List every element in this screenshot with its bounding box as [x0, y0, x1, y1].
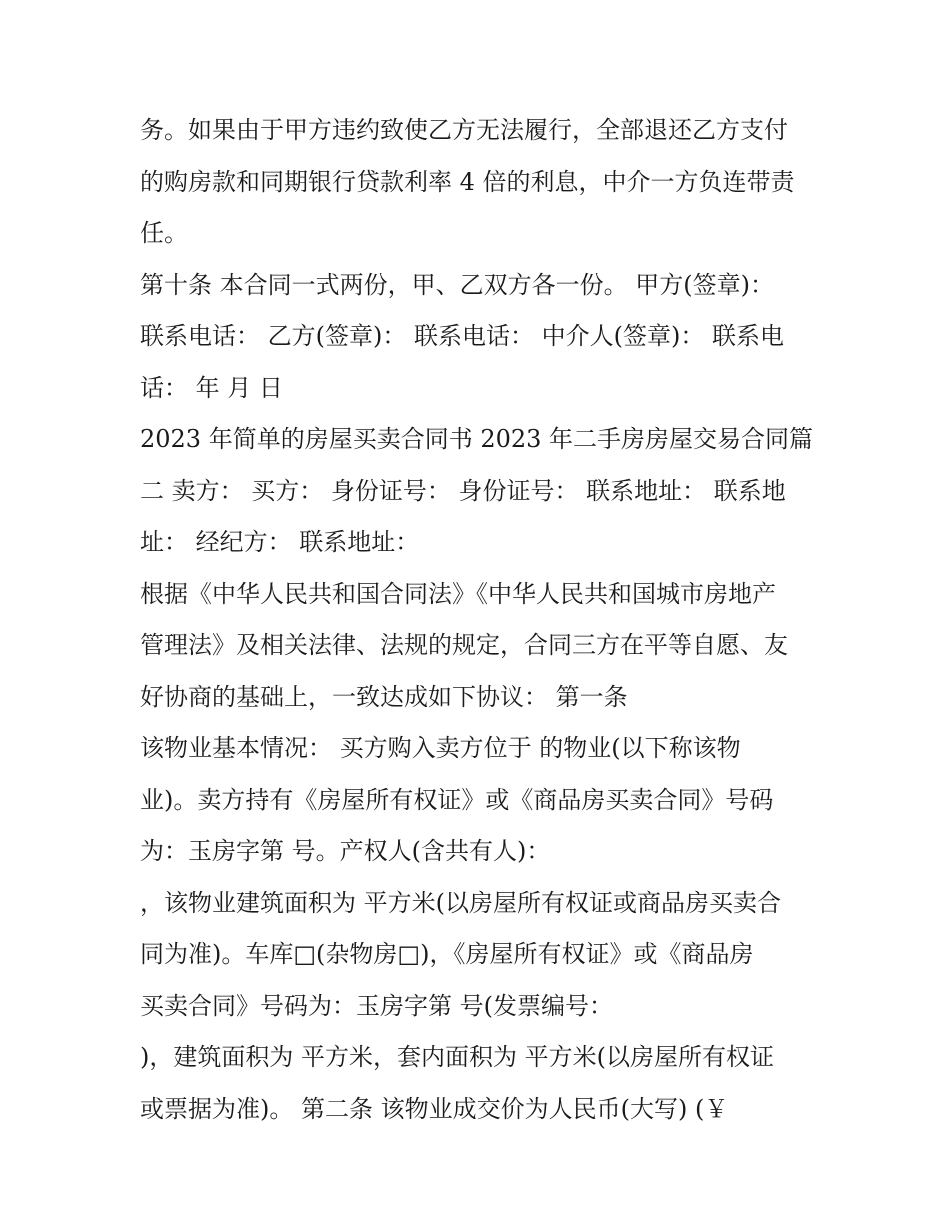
text-line: )，建筑面积为 平方米，套内面积为 平方米(以房屋所有权证: [140, 1043, 774, 1071]
text-line: 好协商的基础上，一致达成如下协议： 第一条: [140, 682, 628, 711]
text-line: 第十条 本合同一式两份，甲、乙双方各一份。 甲方(签章)：: [140, 270, 774, 299]
text-line: 址： 经纪方： 联系地址：: [140, 528, 420, 556]
text-line: 2023 年简单的房屋买卖合同书 2023 年二手房房屋交易合同篇: [140, 425, 814, 453]
text-line: 的购房款和同期银行贷款利率 4 倍的利息，中介一方负连带责: [140, 167, 795, 196]
document-body: [140, 108, 820, 1138]
text-line: ，该物业建筑面积为 平方米(以房屋所有权证或商品房买卖合: [140, 888, 781, 917]
text-line: 二 卖方： 买方： 身份证号： 身份证号： 联系地址： 联系地: [140, 476, 786, 505]
text-line: 话： 年 月 日: [140, 373, 283, 402]
text-line: 务。如果由于甲方违约致使乙方无法履行，全部退还乙方支付: [140, 116, 788, 144]
text-line: 业)。卖方持有《房屋所有权证》或《商品房买卖合同》号码: [140, 785, 774, 814]
text-line: 买卖合同》号码为：玉房字第 号(发票编号：: [140, 991, 613, 1020]
text-line: 或票据为准)。 第二条 该物业成交价为人民币(大写) (￥: [140, 1094, 729, 1123]
text-line: 该物业基本情况： 买方购入卖方位于 的物业(以下称该物: [140, 734, 741, 762]
text-line: 为：玉房字第 号。产权人(含共有人)：: [140, 837, 551, 865]
text-line: 任。: [140, 219, 188, 247]
text-line: 管理法》及相关法律、法规的规定，合同三方在平等自愿、友: [140, 631, 788, 659]
text-line: 同为准)。车库□(杂物房□)，《房屋所有权证》或《商品房: [140, 940, 754, 968]
text-line: 根据《中华人民共和国合同法》《中华人民共和国城市房地产: [140, 579, 776, 608]
text-line: 联系电话： 乙方(签章)： 联系电话： 中介人(签章)： 联系电: [140, 322, 784, 350]
